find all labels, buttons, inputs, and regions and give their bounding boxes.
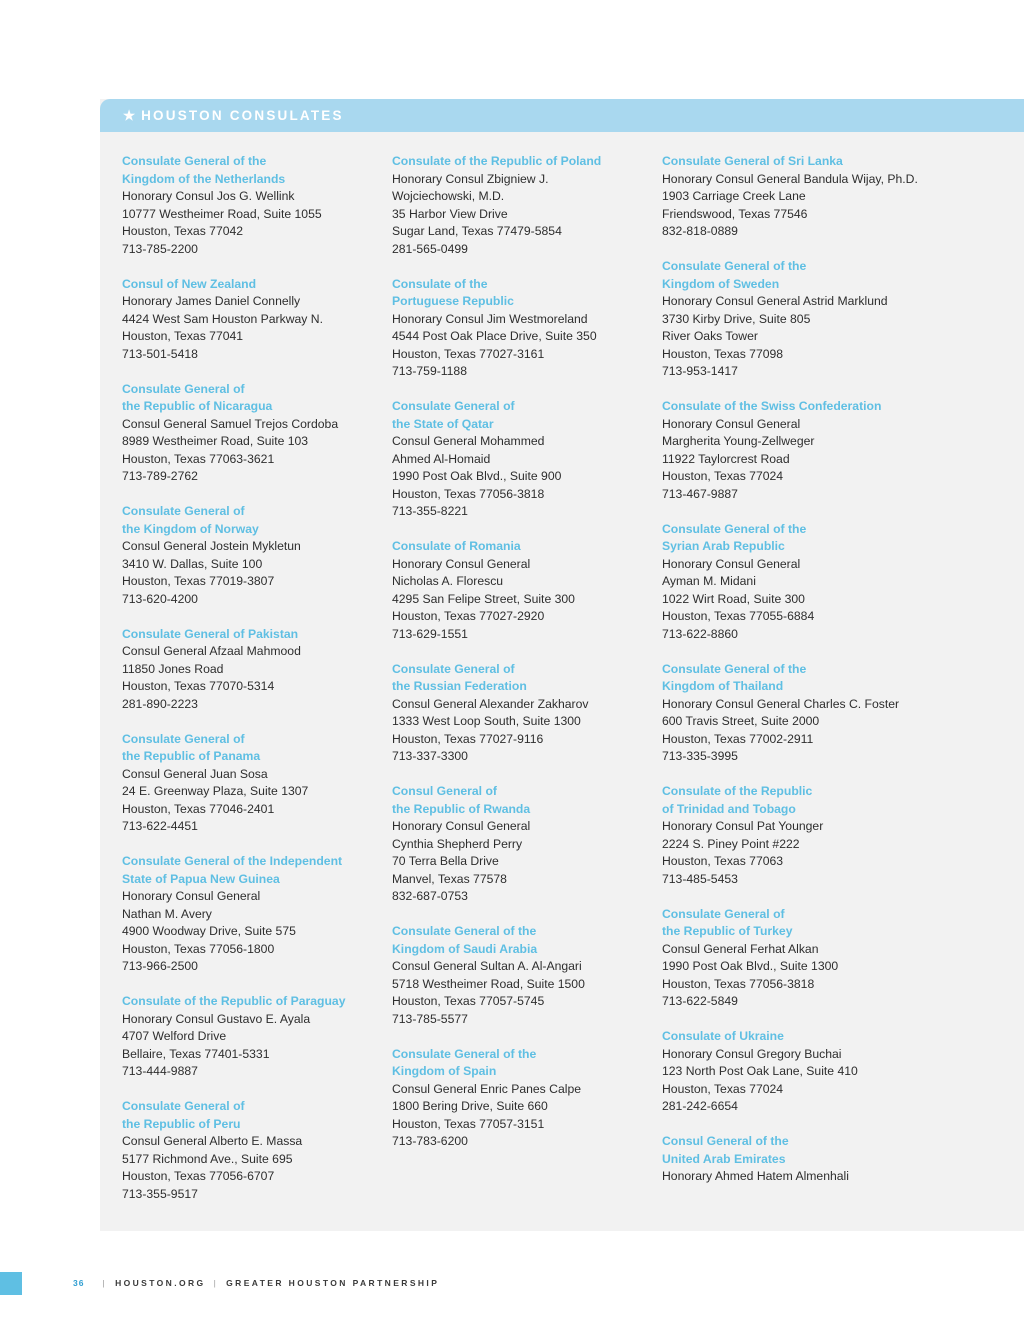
consulate-entry	[392, 1046, 654, 1151]
consulate-entry	[662, 153, 924, 241]
consulate-name: Kingdom of Saudi Arabia	[392, 941, 538, 956]
consulate-detail-line: 4544 Post Oak Place Drive, Suite 350	[392, 329, 597, 343]
consulate-detail-line: Houston, Texas 77056-6707	[122, 1169, 275, 1183]
consulate-detail-line: Houston, Texas 77019-3807	[122, 574, 275, 588]
consulate-detail-line: Consul General Sultan A. Al-Angari	[392, 959, 582, 973]
consulate-detail-line: Houston, Texas 77056-3818	[392, 486, 545, 501]
consulate-detail-line: Sugar Land, Texas 77479-5854	[392, 224, 562, 238]
section-title-text: HOUSTON CONSULATES	[141, 108, 344, 123]
consulate-name: Consulate General of	[122, 731, 245, 746]
consulate-entry	[122, 626, 384, 714]
consulate-detail-line: Houston, Texas 77027-9116	[392, 731, 544, 746]
consulate-entry	[122, 503, 384, 608]
consulate-detail-line: Honorary Consul General	[392, 556, 531, 571]
consulate-detail-line: Honorary Consul General	[662, 556, 801, 571]
consulate-detail-line: Houston, Texas 77057-3151	[392, 1116, 545, 1131]
consulate-detail-line: 713-355-9517	[122, 1186, 198, 1201]
consulate-detail-line: Wojciechowski, M.D.	[392, 189, 505, 203]
consulate-detail-line: 5177 Richmond Ave., Suite 695	[122, 1151, 293, 1166]
consulate-detail-line: 70 Terra Bella Drive	[392, 854, 499, 868]
consulate-entry	[392, 276, 654, 381]
consulate-name: Consulate General of the	[662, 521, 807, 536]
consulate-detail-line: Consul General Ferhat Alkan	[662, 941, 819, 956]
footer-separator: |	[102, 1278, 108, 1288]
consulate-detail-line: 713-444-9887	[122, 1064, 198, 1078]
consulate-detail-line: Consul General Mohammed	[392, 434, 545, 448]
consulate-detail-line: 3730 Kirby Drive, Suite 805	[662, 311, 811, 326]
consulate-detail-line: Houston, Texas 77098	[662, 346, 784, 361]
consulate-detail-line: 4295 San Felipe Street, Suite 300	[392, 591, 575, 606]
consulate-entry	[122, 993, 384, 1081]
consulate-detail-line: River Oaks Tower	[662, 329, 758, 343]
consulate-detail-line: Ayman M. Midani	[662, 574, 756, 588]
consulate-name: Kingdom of the Netherlands	[122, 171, 286, 186]
consulate-name: Consulate General of the	[662, 259, 807, 273]
consulate-name: Consulate of the Republic	[662, 784, 813, 798]
footer-separator: |	[213, 1278, 219, 1288]
consulate-detail-line: 4707 Welford Drive	[122, 1029, 227, 1043]
consulate-name: Consulate General of the	[662, 661, 807, 676]
consulate-detail-line: 4900 Woodway Drive, Suite 575	[122, 924, 296, 938]
consulate-detail-line: Houston, Texas 77041	[122, 329, 244, 343]
consulate-detail-line: Cynthia Shepherd Perry	[392, 836, 523, 851]
consulate-name: the Republic of Panama	[122, 749, 261, 763]
consulate-detail-line: Honorary Consul General	[662, 416, 801, 431]
consulate-name: Consulate General of the Independent	[122, 854, 343, 868]
consulate-name: Consulate of Romania	[392, 539, 521, 553]
consulate-name: the State of Qatar	[392, 416, 494, 431]
consulate-name: Consulate of the Republic of Poland	[392, 154, 602, 168]
consulate-detail-line: 713-622-8860	[662, 626, 738, 641]
consulate-detail-line: 713-335-3995	[662, 749, 738, 763]
consulate-detail-line: Honorary Consul Jos G. Wellink	[122, 189, 295, 203]
consulate-column-1	[122, 153, 384, 1221]
consulate-detail-line: 281-565-0499	[392, 241, 468, 256]
consulate-detail-line: Consul General Samuel Trejos Cordoba	[122, 416, 339, 431]
consulate-detail-line: 1990 Post Oak Blvd., Suite 900	[392, 469, 562, 483]
consulate-detail-line: Houston, Texas 77042	[122, 224, 244, 238]
consulate-detail-line: 713-785-5577	[392, 1011, 468, 1026]
consulate-entry	[122, 853, 384, 976]
consulate-detail-line: 35 Harbor View Drive	[392, 206, 508, 221]
consulate-name: Consulate General of Sri Lanka	[662, 154, 843, 168]
consulate-detail-line: 281-890-2223	[122, 696, 198, 711]
consulate-entry	[122, 276, 384, 364]
consulate-name: Consul of New Zealand	[122, 276, 257, 291]
consulate-name: the Republic of Turkey	[662, 924, 793, 938]
consulate-name: Consul General of	[392, 784, 497, 798]
consulate-detail-line: 713-622-5849	[662, 994, 738, 1008]
consulate-name: Consulate of Ukraine	[662, 1029, 784, 1043]
consulate-detail-line: Houston, Texas 77002-2911	[662, 731, 814, 746]
consulate-detail-line: Houston, Texas 77056-1800	[122, 941, 275, 956]
consulate-entry	[662, 1028, 924, 1116]
consulate-name: Consulate General of	[392, 661, 515, 676]
consulate-name: State of Papua New Guinea	[122, 871, 280, 886]
consulate-name: United Arab Emirates	[662, 1151, 786, 1166]
consulate-detail-line: 8989 Westheimer Road, Suite 103	[122, 434, 309, 448]
consulate-name: Consul General of the	[662, 1134, 789, 1148]
consulate-detail-line: 1800 Bering Drive, Suite 660	[392, 1099, 548, 1113]
consulate-detail-line: 600 Travis Street, Suite 2000	[662, 714, 820, 728]
consulate-name: Consulate of the Swiss Confederation	[662, 399, 882, 413]
consulate-entry	[392, 538, 654, 643]
consulate-detail-line: 3410 W. Dallas, Suite 100	[122, 556, 263, 571]
consulate-detail-line: Margherita Young-Zellweger	[662, 434, 815, 448]
consulate-detail-line: Honorary Ahmed Hatem Almenhali	[662, 1169, 849, 1183]
consulate-detail-line: 713-789-2762	[122, 469, 198, 483]
consulate-entry	[662, 398, 924, 503]
page-number: 36	[73, 1278, 85, 1288]
consulate-detail-line: Honorary James Daniel Connelly	[122, 294, 301, 308]
consulate-detail-line: 713-783-6200	[392, 1134, 468, 1148]
consulate-name: the Republic of Nicaragua	[122, 399, 273, 413]
consulate-entry	[392, 783, 654, 906]
consulate-entry	[662, 521, 924, 644]
consulate-column-2	[392, 153, 654, 1168]
consulate-detail-line: Houston, Texas 77057-5745	[392, 994, 545, 1008]
consulate-name: Consulate General of	[662, 906, 785, 921]
consulate-detail-line: Houston, Texas 77063	[662, 854, 784, 868]
consulate-entry	[392, 398, 654, 521]
consulate-detail-line: Honorary Consul Pat Younger	[662, 819, 824, 833]
consulate-name: Kingdom of Thailand	[662, 679, 784, 693]
consulate-name: Consulate General of	[122, 504, 245, 518]
consulate-entry	[122, 731, 384, 836]
consulate-name: the Kingdom of Norway	[122, 521, 259, 536]
consulate-detail-line: Houston, Texas 77056-3818	[662, 976, 815, 991]
consulate-entry	[662, 906, 924, 1011]
consulate-detail-line: 11922 Taylorcrest Road	[662, 451, 790, 466]
consulate-detail-line: Honorary Consul Zbigniew J.	[392, 171, 549, 186]
consulate-detail-line: 713-953-1417	[662, 364, 738, 378]
consulate-detail-line: Houston, Texas 77027-3161	[392, 346, 545, 361]
consulate-detail-line: 1990 Post Oak Blvd., Suite 1300	[662, 959, 839, 973]
consulate-name: the Russian Federation	[392, 679, 527, 693]
consulate-detail-line: 1333 West Loop South, Suite 1300	[392, 714, 581, 728]
consulate-name: Consulate General of	[392, 399, 515, 413]
consulate-detail-line: Houston, Texas 77055-6884	[662, 609, 815, 623]
consulate-detail-line: Consul General Juan Sosa	[122, 766, 268, 781]
consulate-detail-line: 281-242-6654	[662, 1099, 738, 1113]
consulate-entry	[122, 153, 384, 258]
consulate-detail-line: Honorary Consul General Bandula Wijay, Ph.D.	[662, 171, 918, 186]
consulate-detail-line: 5718 Westheimer Road, Suite 1500	[392, 976, 585, 991]
consulate-entry	[392, 153, 654, 258]
consulate-name: Syrian Arab Republic	[662, 539, 785, 553]
consulate-detail-line: Honorary Consul General Charles C. Foster	[662, 696, 900, 711]
consulate-name: Kingdom of Sweden	[662, 276, 780, 291]
consulate-entry	[122, 1098, 384, 1203]
footer-site-link[interactable]: HOUSTON.ORG	[115, 1278, 206, 1288]
consulate-detail-line: 713-467-9887	[662, 486, 738, 501]
consulate-detail-line: 713-620-4200	[122, 591, 198, 606]
consulate-name: Consulate General of the	[392, 1046, 537, 1061]
consulate-detail-line: 713-501-5418	[122, 346, 198, 361]
consulate-detail-line: Honorary Consul Jim Westmoreland	[392, 311, 588, 326]
consulate-detail-line: 713-966-2500	[122, 959, 198, 973]
footer-org-name: GREATER HOUSTON PARTNERSHIP	[226, 1278, 440, 1288]
consulate-detail-line: Friendswood, Texas 77546	[662, 206, 808, 221]
consulate-name: the Republic of Peru	[122, 1116, 241, 1131]
consulate-detail-line: Ahmed Al-Homaid	[392, 451, 491, 466]
consulate-detail-line: 1022 Wirt Road, Suite 300	[662, 591, 805, 606]
consulate-detail-line: 24 E. Greenway Plaza, Suite 1307	[122, 784, 309, 798]
consulate-detail-line: 713-355-8221	[392, 504, 468, 518]
consulate-entry	[662, 661, 924, 766]
consulate-detail-line: 123 North Post Oak Lane, Suite 410	[662, 1064, 858, 1078]
consulate-detail-line: Houston, Texas 77070-5314	[122, 679, 275, 693]
consulate-detail-line: 713-759-1188	[392, 364, 467, 378]
section-title	[123, 107, 344, 125]
consulate-name: Consulate General of	[122, 381, 245, 396]
consulate-detail-line: Honorary Consul General	[392, 819, 531, 833]
consulate-detail-line: Nathan M. Avery	[122, 906, 212, 921]
consulate-entry	[392, 661, 654, 766]
consulate-detail-line: 10777 Westheimer Road, Suite 1055	[122, 206, 322, 221]
consulate-detail-line: 832-687-0753	[392, 889, 468, 903]
consulate-name: Consulate General of	[122, 1099, 245, 1113]
consulate-detail-line: Consul General Jostein Mykletun	[122, 539, 301, 553]
consulate-detail-line: Houston, Texas 77063-3621	[122, 451, 275, 466]
consulate-detail-line: 1903 Carriage Creek Lane	[662, 189, 806, 203]
consulate-detail-line: Consul General Enric Panes Calpe	[392, 1081, 582, 1096]
consulate-entry	[662, 258, 924, 381]
consulate-detail-line: 832-818-0889	[662, 224, 738, 238]
consulate-entry	[662, 783, 924, 888]
consulate-detail-line: Honorary Consul General	[122, 889, 261, 903]
consulate-detail-line: Houston, Texas 77024	[662, 469, 784, 483]
consulate-detail-line: 713-629-1551	[392, 626, 468, 641]
consulate-detail-line: 4424 West Sam Houston Parkway N.	[122, 311, 323, 326]
consulate-name: Consulate General of the	[392, 924, 537, 938]
consulate-detail-line: 11850 Jones Road	[122, 661, 224, 676]
consulate-detail-line: Bellaire, Texas 77401-5331	[122, 1046, 270, 1061]
consulate-detail-line: Manvel, Texas 77578	[392, 871, 507, 886]
consulate-detail-line: 2224 S. Piney Point #222	[662, 836, 800, 851]
consulate-detail-line: Houston, Texas 77024	[662, 1081, 784, 1096]
consulate-detail-line: 713-485-5453	[662, 871, 738, 886]
consulate-detail-line: Houston, Texas 77027-2920	[392, 609, 545, 623]
consulate-name: the Republic of Rwanda	[392, 801, 531, 816]
consulate-entry	[392, 923, 654, 1028]
consulate-name: Portuguese Republic	[392, 294, 514, 308]
page-footer	[73, 1276, 439, 1290]
consulate-name: Consulate General of the	[122, 154, 267, 168]
consulate-name: Consulate General of Pakistan	[122, 626, 299, 641]
consulate-entry	[122, 381, 384, 486]
page-edge-tab	[0, 1272, 22, 1295]
consulate-detail-line: Honorary Consul Gregory Buchai	[662, 1046, 842, 1061]
consulate-name: of Trinidad and Tobago	[662, 801, 796, 816]
consulate-entry	[662, 1133, 924, 1186]
consulate-detail-line: Consul General Alexander Zakharov	[392, 696, 589, 711]
consulate-name: Kingdom of Spain	[392, 1064, 497, 1078]
consulate-name: Consulate of the Republic of Paraguay	[122, 994, 346, 1008]
consulate-detail-line: Houston, Texas 77046-2401	[122, 801, 275, 816]
consulate-detail-line: Honorary Consul General Astrid Marklund	[662, 294, 888, 308]
consulate-detail-line: Honorary Consul Gustavo E. Ayala	[122, 1011, 311, 1026]
consulate-detail-line: Nicholas A. Florescu	[392, 574, 504, 588]
consulate-detail-line: Consul General Afzaal Mahmood	[122, 644, 301, 658]
consulate-detail-line: 713-622-4451	[122, 819, 198, 833]
consulate-detail-line: 713-337-3300	[392, 749, 468, 763]
consulate-column-3	[662, 153, 924, 1203]
consulate-detail-line: 713-785-2200	[122, 241, 198, 256]
consulate-detail-line: Consul General Alberto E. Massa	[122, 1134, 303, 1148]
star-icon: ★	[123, 108, 136, 123]
consulate-name: Consulate of the	[392, 276, 488, 291]
